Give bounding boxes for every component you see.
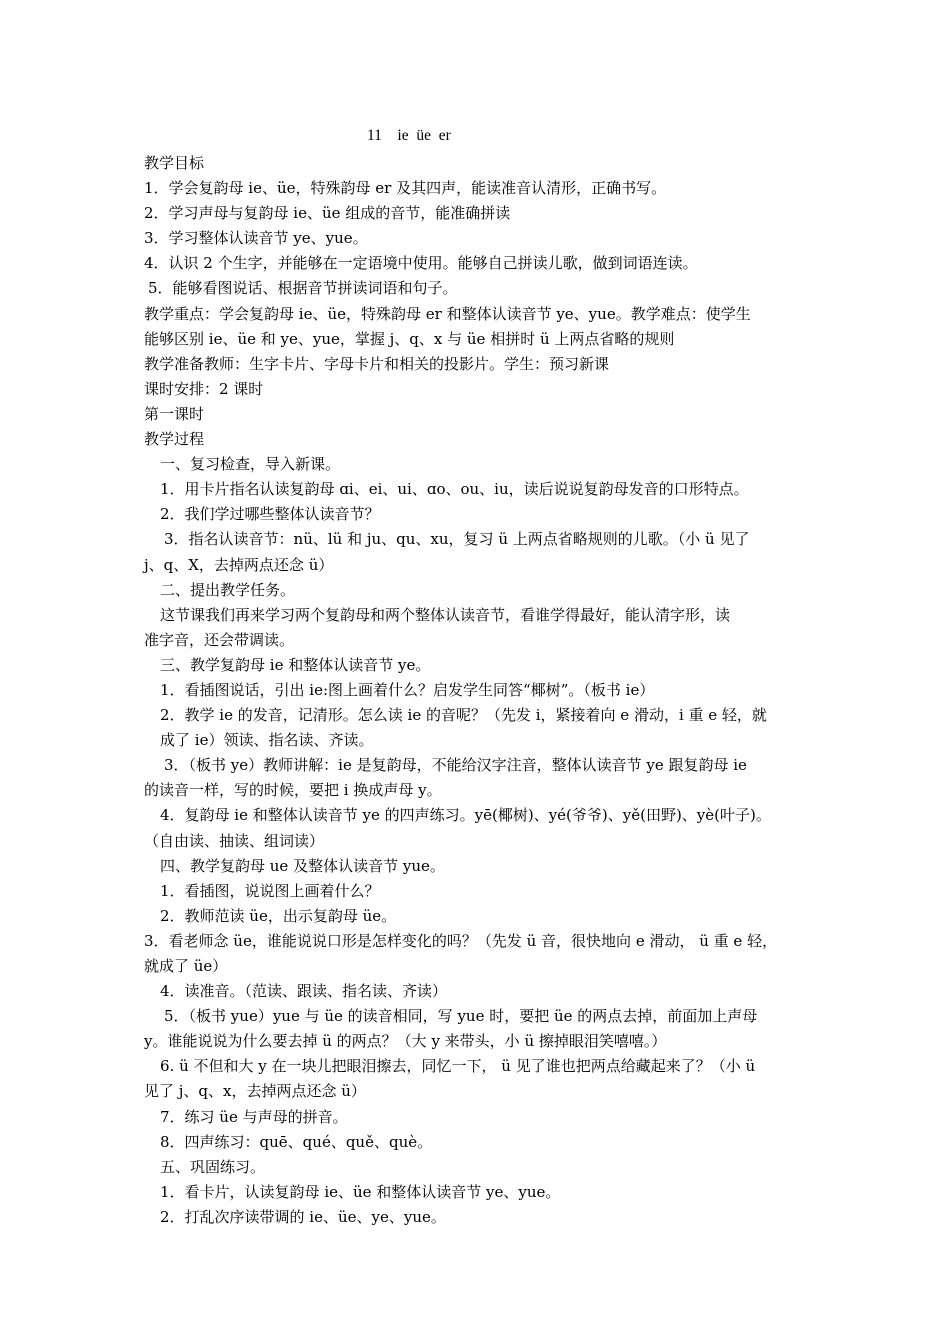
- text-line: 3．学习整体认读音节 ye、yue。: [144, 229, 368, 248]
- text-line: 能够区别 ie、üe 和 ye、yue，掌握 j、q、x 与 üe 相拼时 ü 上两点省略的规则: [144, 329, 675, 348]
- text-line: 二、提出教学任务。: [160, 580, 296, 599]
- text-line: 7．练习 üe 与声母的拼音。: [160, 1107, 348, 1126]
- text-line: 四、教学复韵母 ue 及整体认读音节 yue。: [160, 856, 445, 875]
- text-line: 教学目标: [144, 154, 205, 172]
- text-line: 8．四声练习：quē、qué、quě、què。: [160, 1132, 433, 1151]
- document-body: [144, 151, 816, 1230]
- text-line: 就成了 üe）: [144, 957, 228, 975]
- text-line: y。谁能说说为什么要去掉 ü 的两点？（大 y 来带头，小 ü 擦掉眼泪笑嘻嘻。）: [144, 1032, 667, 1051]
- text-line: 五、巩固练习。: [160, 1157, 266, 1176]
- text-line: 一、复习检查，导入新课。: [160, 455, 341, 474]
- text-line: 6. ü 不但和大 y 在一块儿把眼泪擦去，同忆一下， ü 见了谁也把两点给藏起来了？（小 ü: [160, 1057, 756, 1076]
- text-line: j、q、X，去掉两点还念 ü）: [144, 555, 334, 574]
- text-line: 2．教师范读 üe，出示复韵母 üe。: [160, 906, 397, 925]
- text-line: 3．（板书 ye）教师讲解：ie 是复韵母，不能给汉字注音，整体认读音节 ye 跟复韵母 ie: [164, 756, 747, 775]
- text-line: 第一课时: [144, 404, 205, 423]
- text-line: 2．学习声母与复韵母 ie、üe 组成的音节，能准确拼读: [144, 204, 511, 223]
- text-line: 三、教学复韵母 ie 和整体认读音节 ye。: [160, 655, 431, 674]
- text-line: 课时安排：2 课时: [144, 379, 264, 398]
- text-line: 4．读准音。（范读、跟读、指名读、齐读）: [160, 982, 448, 1001]
- text-line: 见了 j、q、x，去掉两点还念 ü）: [144, 1082, 366, 1101]
- text-line: 2．打乱次序读带调的 ie、üe、ye、yue。: [160, 1207, 446, 1226]
- text-line: 准字音，还会带调读。: [144, 630, 295, 649]
- text-line: 4．复韵母 ie 和整体认读音节 ye 的四声练习。yē(椰树)、yé(爷爷)、yě(田野)、yè(叶子)。: [160, 806, 771, 825]
- text-line: 教学重点：学会复韵母 ie、üe，特殊韵母 er 和整体认读音节 ye、yue。教学难点：使学生: [144, 304, 751, 323]
- text-line: 1．看插图说话，引出 ie:图上画着什么？启发学生同答“椰树”。（板书 ie）: [160, 680, 655, 699]
- text-line: 5．能够看图说话、根据音节拼读词语和句子。: [148, 279, 458, 298]
- text-line: 2．我们学过哪些整体认读音节？: [160, 505, 380, 524]
- text-line: 4．认识 2 个生字，并能够在一定语境中使用。能够自己拼读儿歌，做到词语连读。: [144, 254, 698, 273]
- text-line: 教学准备教师：生字卡片、字母卡片和相关的投影片。学生：预习新课: [144, 354, 610, 373]
- text-line: 的读音一样，写的时候，要把 i 换成声母 y。: [144, 781, 442, 800]
- text-line: 3．看老师念 üe，谁能说说口形是怎样变化的吗？（先发 ü 音，很快地向 e 滑动， ü 重 e 轻，: [144, 931, 778, 950]
- text-line: 成了 ie）领读、指名读、齐读。: [160, 731, 374, 750]
- text-line: 5．（板书 yue）yue 与 üe 的读音相同，写 yue 时，要把 üe 的两点去掉，前面加上声母: [164, 1007, 758, 1026]
- text-line: 1．学会复韵母 ie、üe，特殊韵母 er 及其四声，能读准音认清形，正确书写。: [144, 179, 667, 198]
- text-line: 这节课我们再来学习两个复韵母和两个整体认读音节，看谁学得最好，能认清字形，读: [160, 605, 731, 624]
- text-line: 教学过程: [144, 430, 205, 449]
- text-line: 1．看插图，说说图上画着什么？: [160, 881, 380, 900]
- lesson-title: 11 ie üe er: [367, 127, 451, 144]
- text-line: （自由读、抽读、组词读）: [144, 831, 325, 850]
- text-line: 3．指名认读音节：nü、lü 和 ju、qu、xu，复习 ü 上两点省略规则的儿歌。（小 ü 见了: [164, 530, 750, 549]
- text-line: 1．用卡片指名认读复韵母 ɑi、ei、ui、ɑo、ou、iu，读后说说复韵母发音的口形特点。: [160, 480, 749, 499]
- text-line: 2．教学 ie 的发音，记清形。怎么读 ie 的音呢？（先发 i，紧接着向 e 滑动，i 重 e 轻，就: [160, 706, 767, 725]
- text-line: 1．看卡片，认读复韵母 ie、üe 和整体认读音节 ye、yue。: [160, 1182, 561, 1201]
